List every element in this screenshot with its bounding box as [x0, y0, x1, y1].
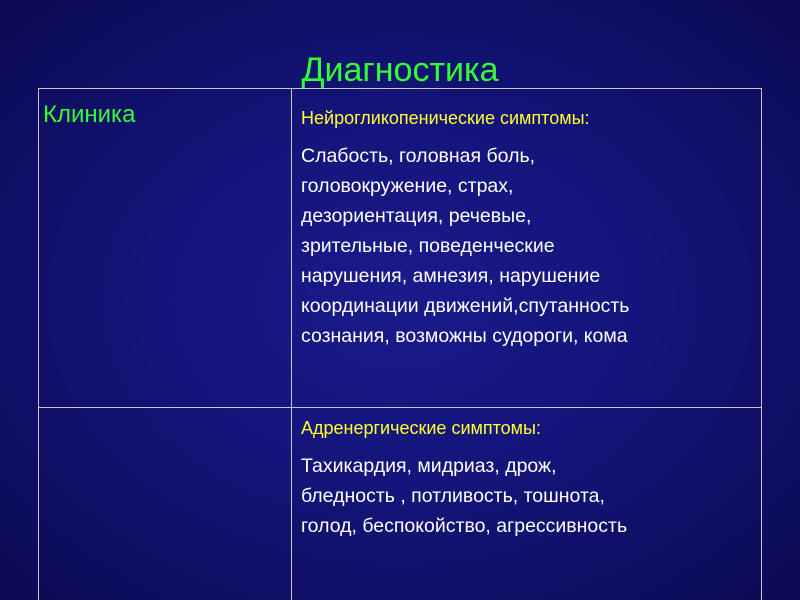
- text-line: координации движений,спутанность: [301, 295, 630, 317]
- column-divider: [291, 89, 292, 600]
- diagnostics-table: [38, 88, 762, 600]
- text-line: головокружение, страх,: [301, 175, 514, 197]
- adrenergic-text: [301, 451, 761, 541]
- text-line: голод, беспокойство, агрессивность: [301, 515, 628, 537]
- adrenergic-block: [301, 415, 761, 541]
- text-line: нарушения, амнезия, нарушение: [301, 265, 601, 287]
- neuroglycopenic-block: [301, 105, 761, 351]
- text-line: бледность , потливость, тошнота,: [301, 485, 605, 507]
- neuroglycopenic-heading: Нейрогликопенические симптомы:: [301, 108, 590, 128]
- neuroglycopenic-text: [301, 141, 761, 351]
- slide-title: Диагностика: [301, 51, 499, 89]
- clinic-label: Клиника: [43, 101, 136, 128]
- text-line: Тахикардия, мидриаз, дрож,: [301, 455, 557, 477]
- text-line: зрительные, поведенческие: [301, 235, 555, 257]
- text-line: дезориентация, речевые,: [301, 205, 532, 227]
- row-divider: [39, 407, 761, 408]
- text-line: сознания, возможны судороги, кома: [301, 325, 628, 347]
- text-line: Слабость, головная боль,: [301, 145, 536, 167]
- adrenergic-heading: Адренергические симптомы:: [301, 418, 541, 438]
